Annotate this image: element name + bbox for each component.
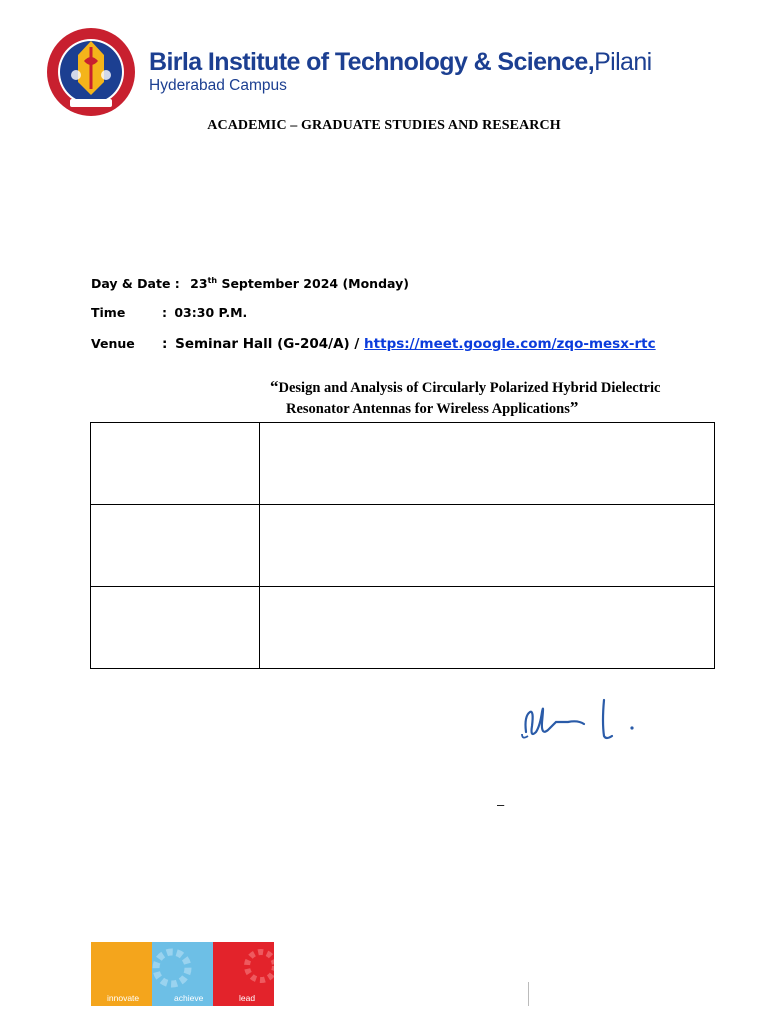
table-cell-label (91, 587, 260, 669)
institute-name: Birla Institute of Technology & Science,Pilani (149, 48, 652, 76)
venue-value: Seminar Hall (G-204/A) / (175, 336, 360, 352)
footer-label-achieve: achieve (174, 993, 204, 1003)
venue-row (91, 336, 656, 352)
table-cell-value (260, 423, 715, 505)
talk-title-line-2: Resonator Antennas for Wireless Applications” (286, 398, 579, 417)
table-row (91, 423, 715, 505)
open-quote: “ (270, 377, 279, 396)
close-quote: ” (569, 398, 579, 417)
table-cell-value (260, 505, 715, 587)
footer-label-innovate: innovate (107, 993, 140, 1003)
time-label: Time (91, 305, 126, 320)
table-cell-value (260, 587, 715, 669)
time-value: 03:30 P.M. (174, 305, 248, 320)
table-cell-label (91, 505, 260, 587)
bits-seal-logo (46, 27, 136, 117)
table-row (91, 587, 715, 669)
table-cell-label (91, 423, 260, 505)
date-day: 23 (190, 276, 208, 292)
handwritten-signature (518, 692, 643, 744)
footer-segment-innovate (91, 942, 152, 1006)
time-separator: : (162, 305, 167, 320)
venue-label: Venue (91, 336, 135, 351)
footer-tagline-banner (91, 942, 273, 1006)
talk-title-line-1: “Design and Analysis of Circularly Polarized Hybrid Dielectric (270, 377, 661, 396)
venue-separator: : (162, 336, 168, 352)
footer-label-lead: lead (239, 993, 256, 1003)
table-row (91, 505, 715, 587)
meeting-link[interactable]: https://meet.google.com/zqo-mesx-rtc (364, 336, 656, 352)
date-label: Day & Date : (91, 276, 180, 292)
institute-suffix: Pilani (594, 48, 652, 76)
date-value: September 2024 (Monday) (221, 276, 409, 292)
footer-segment-lead (213, 942, 274, 1006)
date-suffix: th (207, 276, 218, 285)
footer-divider (528, 982, 529, 1006)
signature-dash: – (497, 797, 505, 812)
department-heading: ACADEMIC – GRADUATE STUDIES AND RESEARCH (207, 118, 561, 133)
date-row (91, 276, 409, 291)
details-table (90, 422, 715, 669)
time-row (91, 305, 247, 320)
institute-campus: Hyderabad Campus (149, 77, 287, 94)
talk-title (270, 377, 730, 419)
footer-segment-achieve (152, 942, 213, 1006)
